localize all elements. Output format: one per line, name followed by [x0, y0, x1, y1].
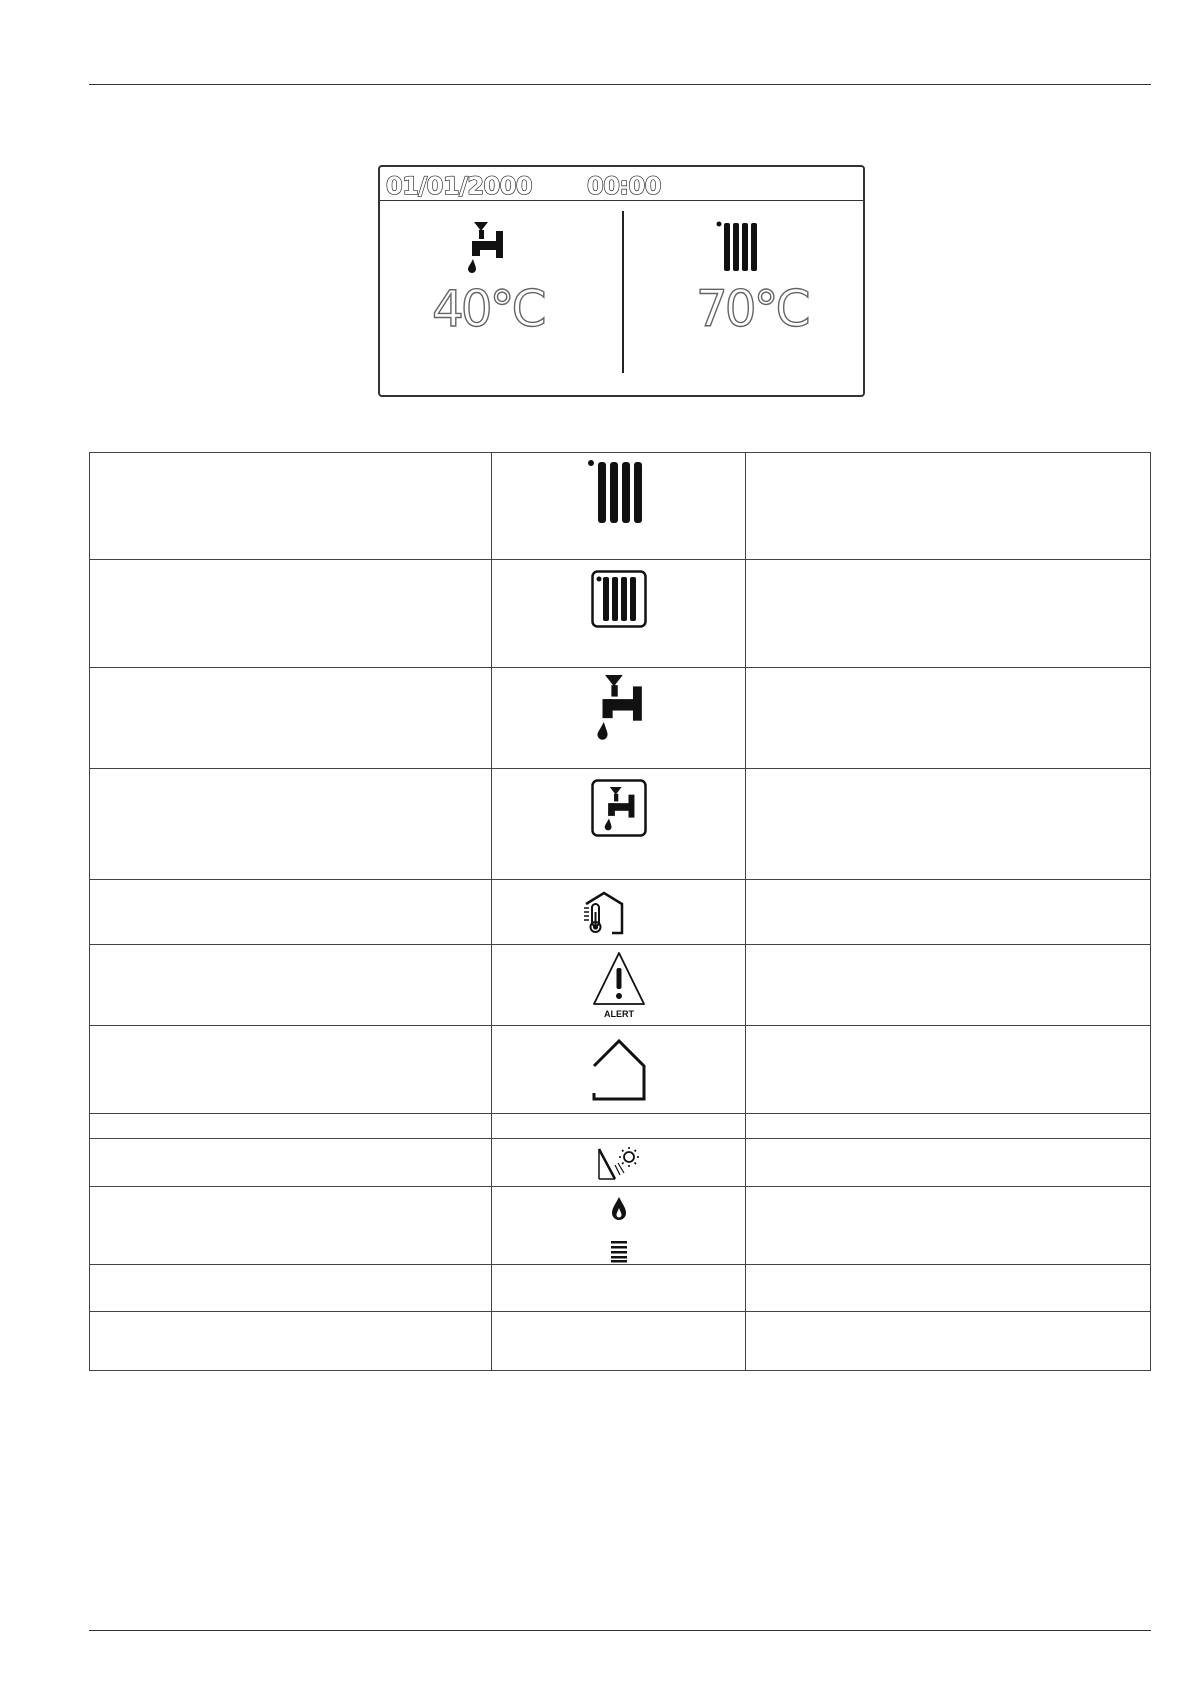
table-row [89, 1312, 1151, 1371]
display-date: 01/01/2000 [386, 172, 533, 200]
tap-icon [466, 222, 504, 274]
symbol-cell [492, 1114, 746, 1138]
alert-label: ALERT [603, 1009, 634, 1019]
flame-level-icon [607, 1195, 631, 1263]
description-cell [90, 453, 492, 559]
table-row [89, 1187, 1151, 1265]
notes-cell [746, 668, 1150, 768]
boiler-display-panel [378, 165, 865, 397]
notes-cell [746, 560, 1150, 667]
footer-rule [89, 1630, 1151, 1631]
symbol-legend-table [89, 452, 1151, 1371]
description-cell [90, 668, 492, 768]
symbol-cell [492, 560, 746, 667]
table-row [89, 1114, 1151, 1139]
display-time: 00:00 [587, 172, 661, 200]
symbol-cell [492, 945, 746, 1025]
heating-temperature: 70°C [696, 280, 808, 338]
description-cell [90, 1265, 492, 1311]
radiator-icon [588, 459, 650, 525]
notes-cell [746, 453, 1150, 559]
symbol-cell [492, 1026, 746, 1113]
table-row [89, 668, 1151, 769]
notes-cell [746, 1265, 1150, 1311]
symbol-cell [492, 1312, 746, 1370]
radiator-icon [716, 221, 762, 273]
alert-triangle-icon [591, 950, 647, 1020]
table-row [89, 945, 1151, 1026]
description-cell [90, 1114, 492, 1138]
notes-cell [746, 1187, 1150, 1264]
display-header [380, 167, 863, 201]
notes-cell [746, 769, 1150, 879]
notes-cell [746, 1026, 1150, 1113]
notes-cell [746, 880, 1150, 944]
header-rule [89, 84, 1151, 85]
description-cell [90, 880, 492, 944]
description-cell [90, 769, 492, 879]
notes-cell [746, 945, 1150, 1025]
symbol-cell [492, 880, 746, 944]
solar-panel-icon [595, 1145, 643, 1181]
description-cell [90, 1312, 492, 1370]
description-cell [90, 945, 492, 1025]
house-outline-icon [591, 1038, 647, 1102]
house-thermometer-icon [576, 890, 628, 936]
description-cell [90, 1026, 492, 1113]
radiator-framed-icon [591, 570, 647, 628]
notes-cell [746, 1312, 1150, 1370]
description-cell [90, 560, 492, 667]
tap-framed-icon [591, 779, 647, 837]
description-cell [90, 1187, 492, 1264]
table-row [89, 560, 1151, 668]
dhw-temperature: 40°C [432, 280, 544, 338]
display-divider [622, 211, 624, 373]
notes-cell [746, 1114, 1150, 1138]
symbol-cell [492, 1265, 746, 1311]
table-row [89, 1265, 1151, 1312]
description-cell [90, 1139, 492, 1186]
table-row [89, 769, 1151, 880]
table-row [89, 452, 1151, 560]
notes-cell [746, 1139, 1150, 1186]
tap-icon [593, 675, 645, 741]
table-row [89, 880, 1151, 945]
symbol-cell [492, 1187, 746, 1264]
symbol-cell [492, 668, 746, 768]
symbol-cell [492, 1139, 746, 1186]
symbol-cell [492, 769, 746, 879]
table-row [89, 1026, 1151, 1114]
symbol-cell [492, 453, 746, 559]
table-row [89, 1139, 1151, 1187]
